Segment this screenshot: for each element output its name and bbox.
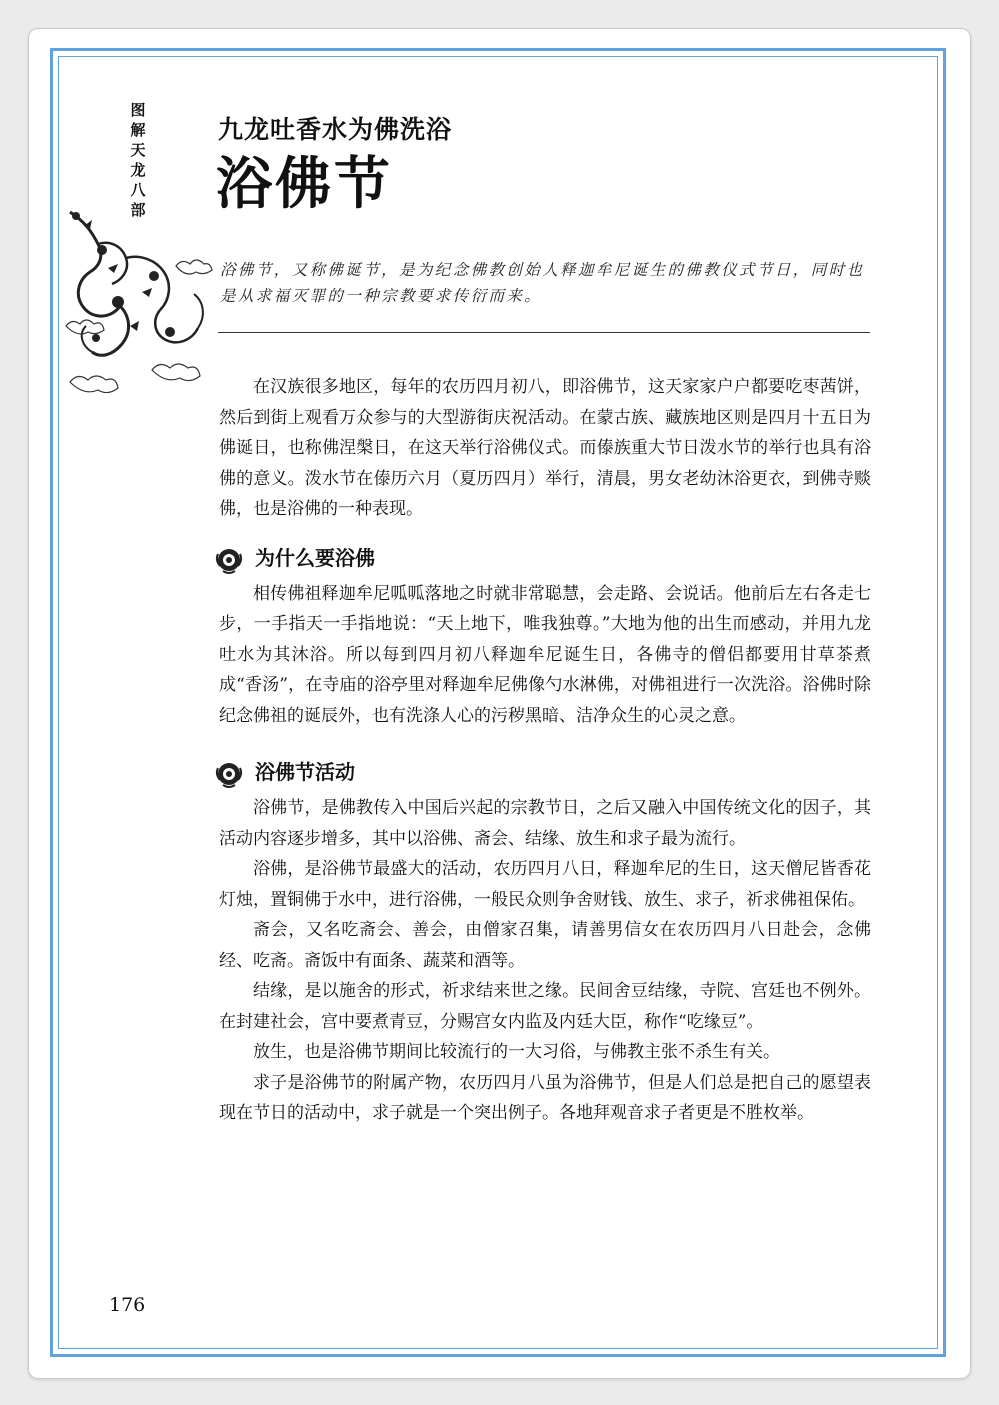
book-title-char: 图 — [130, 101, 146, 119]
book-title-char: 天 — [130, 141, 146, 159]
section-paragraph: 相传佛祖释迦牟尼呱呱落地之时就非常聪慧，会走路、会说话。他前后左右各走七步，一手指天一手指地说：“天上地下，唯我独尊。”大地为他的出生而感动，并用九龙吐水为其沐浴。所以每到四月初八释迦牟尼诞生日，各佛寺的僧侣都要用甘草茶煮成“香汤”，在寺庙的浴亭里对释迦牟尼佛像勺水淋佛，对佛祖进行一次洗浴。浴佛时除纪念佛祖的诞辰外，也有洗涤人心的污秽黑暗、洁净众生的心灵之意。 — [219, 583, 871, 726]
intro-summary: 浴佛节，又称佛诞节，是为纪念佛教创始人释迦牟尼诞生的佛教仪式节日，同时也是从求福灭罪的一种宗教要求传衍而来。 — [220, 261, 865, 305]
dragon-illustration — [60, 206, 218, 396]
book-title-char: 八 — [130, 181, 146, 199]
dharma-wheel-icon — [215, 760, 243, 788]
section-heading-why — [219, 539, 871, 579]
page-number: 176 — [109, 1294, 146, 1316]
book-title-vertical — [129, 100, 147, 220]
section-heading-activities — [219, 753, 871, 793]
section-heading-text: 为什么要浴佛 — [255, 545, 375, 570]
section-subtitle: 九龙吐香水为佛洗浴 — [218, 115, 453, 144]
section-heading-text: 浴佛节活动 — [255, 760, 355, 784]
section-paragraph: 结缘，是以施舍的形式，祈求结来世之缘。民间舍豆结缘，寺院、宫廷也不例外。在封建社会，宫中要煮青豆，分赐宫女内监及内廷大臣，称作“吃缘豆”。 — [219, 981, 871, 1032]
section-paragraph: 斋会，又名吃斋会、善会，由僧家召集，请善男信女在农历四月八日赴会，念佛经、吃斋。斋饭中有面条、蔬菜和酒等。 — [219, 920, 871, 971]
dharma-wheel-icon — [215, 546, 243, 574]
section-paragraph: 求子是浴佛节的附属产物，农历四月八虽为浴佛节，但是人们总是把自己的愿望表现在节日的活动中，求子就是一个突出例子。各地拜观音求子者更是不胜枚举。 — [219, 1072, 871, 1123]
section-paragraph: 放生，也是浴佛节期间比较流行的一大习俗，与佛教主张不杀生有关。 — [253, 1042, 780, 1062]
book-title-char: 解 — [130, 121, 146, 139]
article-body — [219, 372, 871, 1129]
section-paragraph: 浴佛节，是佛教传入中国后兴起的宗教节日，之后又融入中国传统文化的因子，其活动内容逐步增多，其中以浴佛、斋会、结缘、放生和求子最为流行。 — [219, 798, 871, 849]
book-title-char: 龙 — [130, 161, 146, 179]
opening-paragraph: 在汉族很多地区，每年的农历四月初八，即浴佛节，这天家家户户都要吃枣茜饼，然后到街上观看万众参与的大型游街庆祝活动。在蒙古族、藏族地区则是四月十五日为佛诞日，也称佛涅槃日，在这天举行浴佛仪式。而傣族重大节日泼水节的举行也具有浴佛的意义。泼水节在傣历六月（夏历四月）举行，清晨，男女老幼沐浴更衣，到佛寺赕佛，也是浴佛的一种表现。 — [219, 377, 871, 519]
book-title-char: 部 — [130, 201, 146, 219]
section-paragraph: 浴佛，是浴佛节最盛大的活动，农历四月八日，释迦牟尼的生日，这天僧尼皆香花灯烛，置铜佛于水中，进行浴佛，一般民众则争舍财钱、放生、求子，祈求佛祖保佑。 — [219, 859, 871, 910]
page-title: 浴佛节 — [216, 152, 393, 217]
divider-rule — [218, 332, 870, 333]
